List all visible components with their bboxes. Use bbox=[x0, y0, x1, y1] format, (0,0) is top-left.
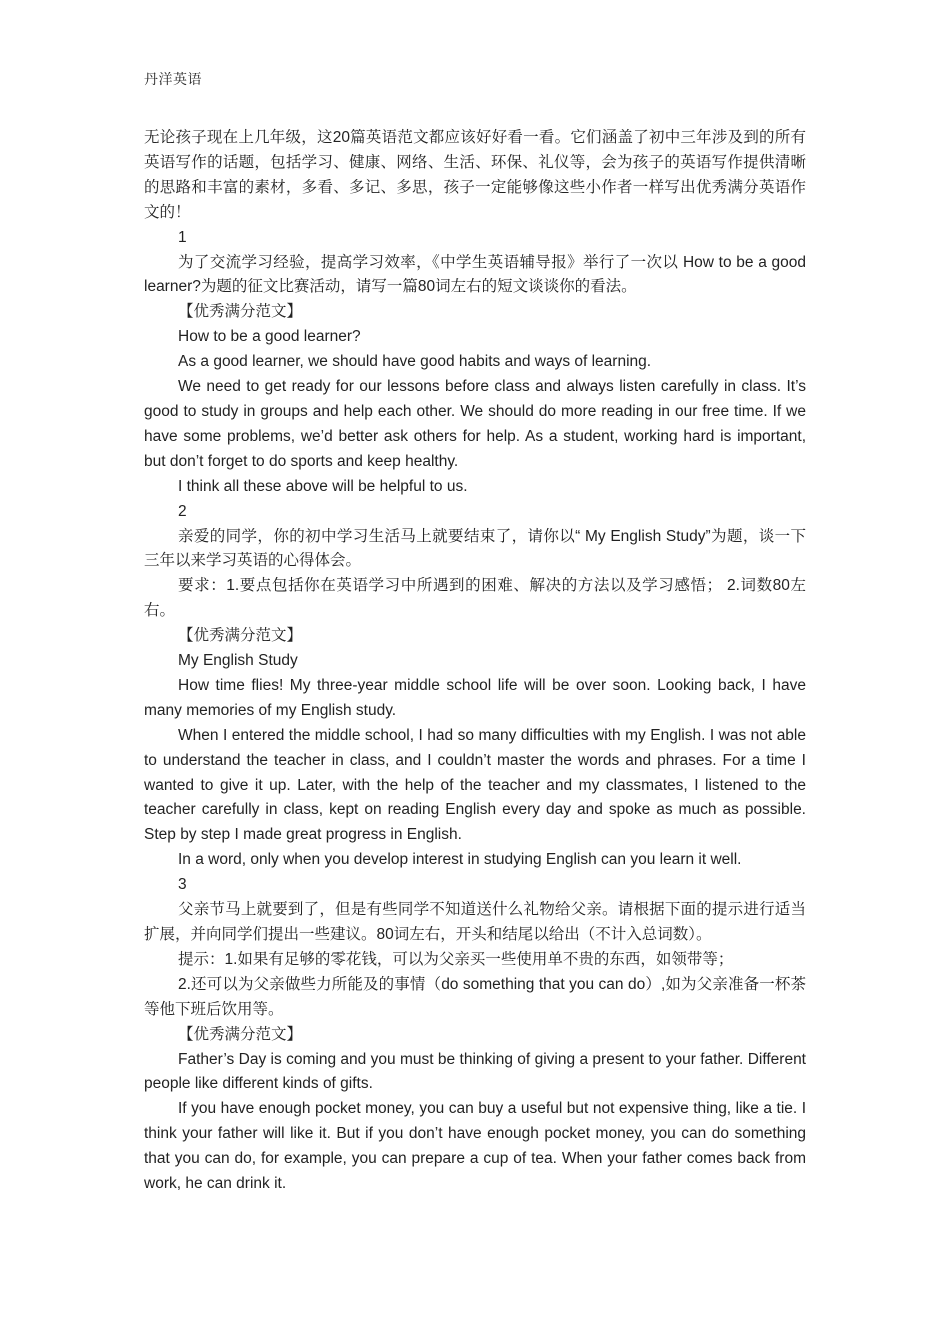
writing-hint: 2.还可以为父亲做些力所能及的事情（do something that you can do）,如为父亲准备一杯茶等他下班后饮用等。 bbox=[144, 975, 806, 1018]
writing-prompt: 父亲节马上就要到了，但是有些同学不知道送什么礼物给父亲。请根据下面的提示进行适当扩展，并向同学们提出一些建议。80词左右，开头和结尾以给出（不计入总词数）。 bbox=[144, 901, 806, 943]
essay-paragraph: Father’s Day is coming and you must be thinking of giving a present to your father. Different people like different kinds of gifts. bbox=[144, 1050, 806, 1093]
essay-paragraph: I think all these above will be helpful to us. bbox=[178, 477, 468, 495]
essay-paragraph: When I entered the middle school, I had so many difficulties with my English. I was not able to understand the teacher in class, and I couldn’t master the words and phrases. For a time I wanted to give it up. Later, with the help of the teacher and my classmates, I listened to the teacher carefully in class, kept on reading English every day and spoke as much as possible. Step by step I made great progress in English. bbox=[144, 726, 806, 844]
writing-hint: 提示：1.如果有足够的零花钱，可以为父亲买一些使用单不贵的东西，如领带等； bbox=[178, 950, 734, 968]
essay-title: My English Study bbox=[178, 652, 298, 670]
writing-prompt: 亲爱的同学，你的初中学习生活马上就要结束了，请你以“ My English Study”为题，谈一下三年以来学习英语的心得体会。 bbox=[144, 527, 806, 570]
sample-heading: 【优秀满分范文】 bbox=[178, 627, 303, 645]
sample-heading: 【优秀满分范文】 bbox=[178, 1025, 303, 1043]
section-number: 1 bbox=[178, 228, 187, 246]
writing-prompt: 为了交流学习经验，提高学习效率，《中学生英语辅导报》举行了一次以 How to be a good learner?为题的征文比赛活动，请写一篇80词左右的短文谈谈你的看法。 bbox=[144, 253, 806, 296]
essay-paragraph: In a word, only when you develop interest in studying English can you learn it well. bbox=[178, 851, 742, 869]
essay-paragraph: As a good learner, we should have good habits and ways of learning. bbox=[178, 353, 652, 371]
intro-paragraph: 无论孩子现在上几年级，这20篇英语范文都应该好好看一看。它们涵盖了初中三年涉及到的所有英语写作的话题，包括学习、健康、网络、生活、环保、礼仪等，会为孩子的英语写作提供清晰的思路和丰富的素材，多看、多记、多思，孩子一定能够像这些小作者一样写出优秀满分英语作文的！ bbox=[144, 129, 806, 221]
section-number: 2 bbox=[178, 502, 187, 520]
writing-requirements: 要求：1.要点包括你在英语学习中所遇到的困难、解决的方法以及学习感悟； 2.词数80左右。 bbox=[144, 577, 806, 620]
essay-title: How to be a good learner? bbox=[178, 328, 361, 346]
document-body bbox=[144, 126, 806, 1197]
essay-paragraph: We need to get ready for our lessons before class and always listen carefully in class. It’s good to study in groups and help each other. We should do more reading in our free time. If we have some problems, we’d better ask others for help. As a student, working hard is important, but don’t forget to do sports and keep healthy. bbox=[144, 378, 806, 470]
essay-paragraph: How time flies! My three-year middle school life will be over soon. Looking back, I have many memories of my English study. bbox=[144, 676, 806, 719]
sample-heading: 【优秀满分范文】 bbox=[178, 303, 303, 321]
page-header: 丹洋英语 bbox=[144, 72, 202, 88]
essay-paragraph: If you have enough pocket money, you can buy a useful but not expensive thing, like a tie. I think your father will like it. But if you don’t have enough pocket money, you can do something that you can do, for example, you can prepare a cup of tea. When your father comes back from work, he can drink it. bbox=[144, 1100, 806, 1193]
section-number: 3 bbox=[178, 876, 187, 894]
